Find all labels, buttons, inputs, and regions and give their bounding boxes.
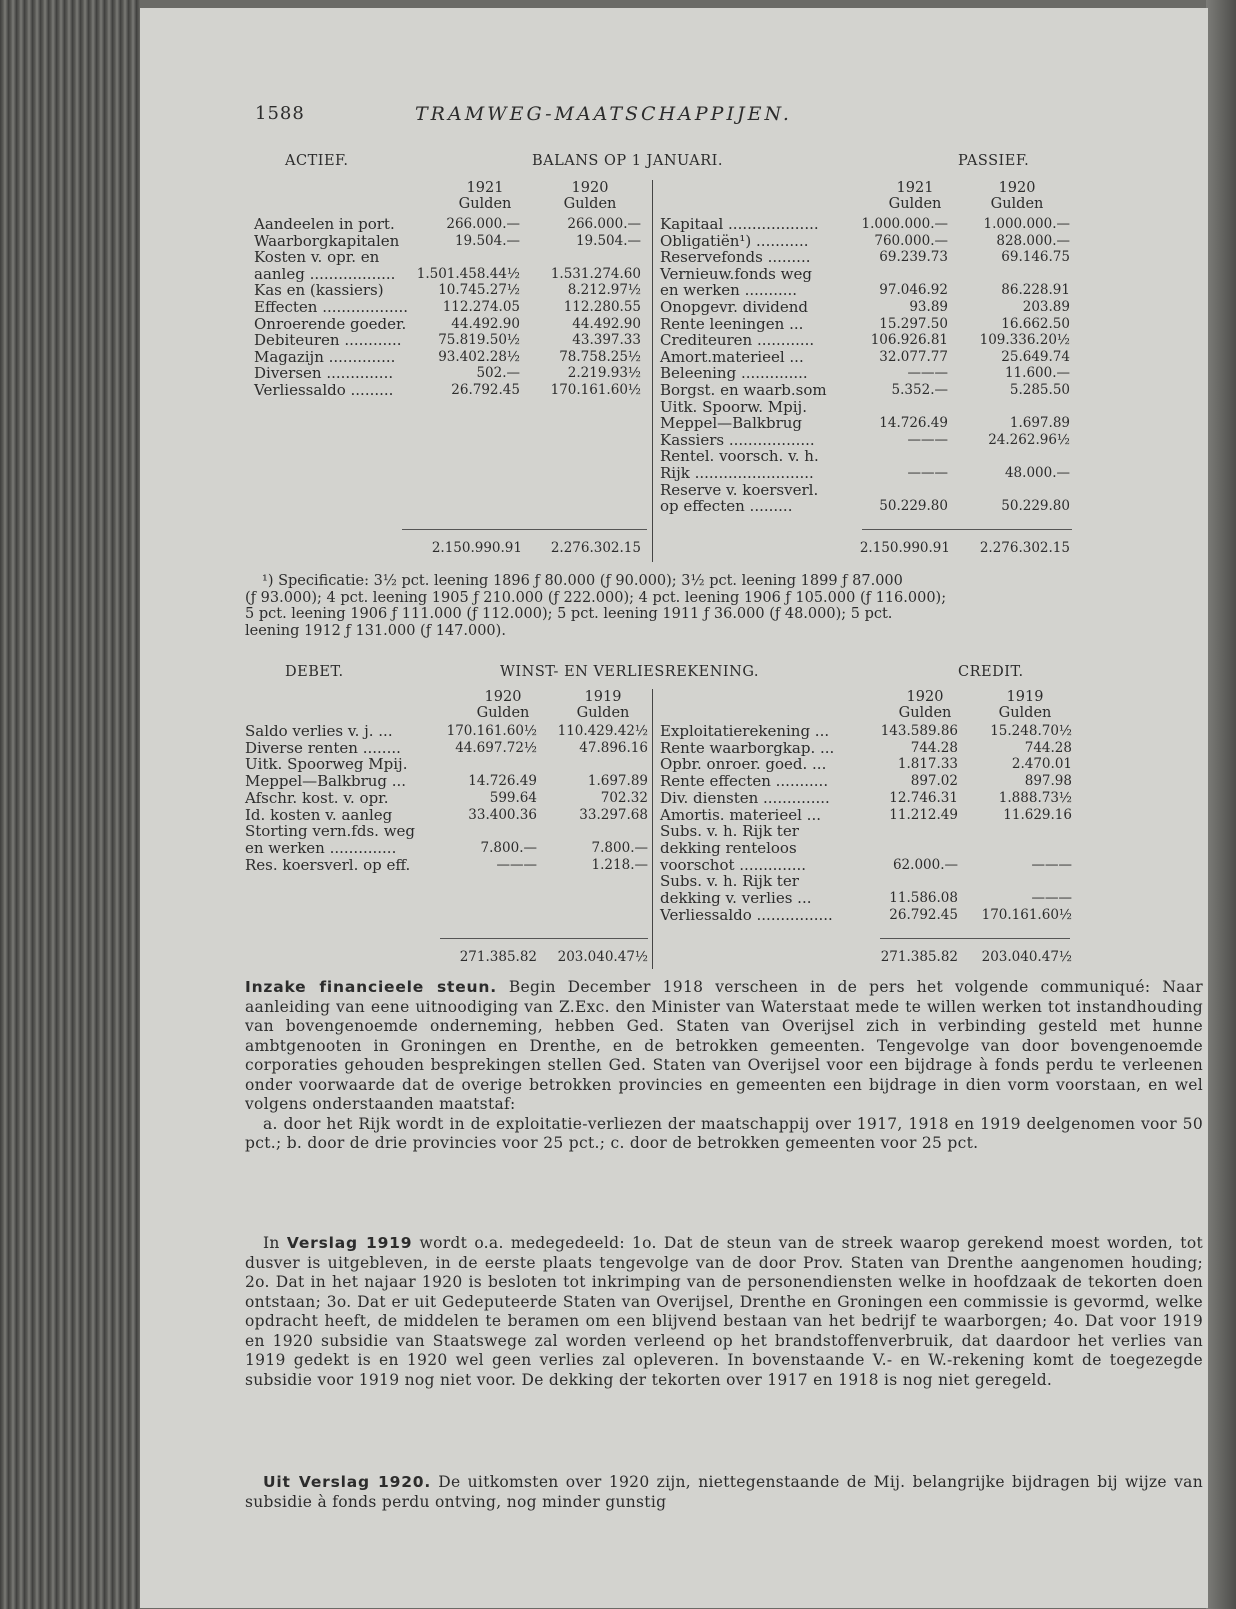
passief-row-value-v1921: ———: [907, 431, 948, 448]
passief-row-label: Rijk .........................: [660, 464, 814, 482]
winst-title: WINST- EN VERLIESREKENING.: [500, 664, 759, 680]
text-verslag-1919: wordt o.a. medegedeeld: 1o. Dat de steun van de streek waarop gerekend moest worden, tot dusver is uitgebleven, in de eerste plaats tengevolge van de door Prov. Staten van Drenthe aangenomen houding; 2o. Dat in het najaar 1920 is besloten tot inkrimping van de personendiensten welke in hoofdzaak de tekorten doen ontstaan; 3o. Dat er uit Gedeputeerde Staten van Overijsel, Drenthe en Groningen een commissie is gevormd, welke opdracht heeft, de middelen te beramen om een blijvend bestaan van het bedrijf te waarborgen; 4o. Dat voor 1919 en 1920 subsidie van Staatswege zal worden verleend op het brandstoffenverbruik, dat daardoor het verlies van 1919 gedekt is en 1920 wel geen verlies zal opleveren. In bovenstaande V.- en W.-rekening komt de toegezegde subsidie voor 1919 nog niet voor. De dekking der tekorten over 1917 en 1918 is nog niet geregeld.: [245, 1234, 1203, 1389]
passief-row-label: op effecten .........: [660, 497, 793, 516]
credit-row-label: Subs. v. h. Rijk ter: [660, 872, 799, 891]
actief-row-label: Onroerende goeder.: [254, 314, 407, 333]
passief-total-1920: 2.276.302.15: [979, 540, 1070, 556]
passief-row-value-v1921: 97.046.92: [879, 282, 948, 299]
actief-row-value-v1921: 93.402.28½: [438, 348, 520, 365]
credit-row-label: voorschot ..............: [660, 855, 807, 874]
credit-total-1919: 203.040.47½: [981, 949, 1072, 965]
credit-year-2: 1919: [1006, 689, 1044, 705]
actief-row-value-v1920: 2.219.93½: [567, 365, 641, 382]
passief-year-1: 1921: [896, 180, 934, 196]
actief-row-value-v1920: 1.531.274.60: [550, 265, 641, 282]
actief-row-label: Waarborgkapitalen: [254, 231, 400, 250]
credit-row-label: Subs. v. h. Rijk ter: [660, 822, 799, 841]
text-financieele-steun: Begin December 1918 verscheen in de pers het volgende communiqué: Naar aanleiding van eene uitnoodiging van Z.Exc. den Minister van Waterstaat mede te willen werken tot instandhouding van bovengenoemde onderneming, hebben Ged. Staten van Overijsel zich in verbinding gesteld met hunne ambtgenooten in Groningen en Drenthe, en de betrokken gemeenten. Tengevolge van door bovengenoemde corporaties gehouden besprekingen stellen Ged. Staten van Overijsel voor een bijdrage à fonds perdu te verleenen onder voorwaarde dat de overige betrokken provincies en gemeenten een bijdrage in dien vorm voorstaan, en wel volgens onderstaanden maatstaf:: [245, 978, 1203, 1113]
debet-row-label: Saldo verlies v. j. ...: [245, 722, 393, 740]
paragraph-verslag-1919: [245, 1234, 1203, 1390]
debet-row-label: Diverse renten ........: [245, 738, 401, 757]
actief-row-label: Debiteuren ............: [254, 331, 402, 350]
actief-total-1921: 2.150.990.91: [431, 540, 522, 556]
credit-row-label: Exploitatierekening ...: [660, 722, 830, 740]
balans-divider: [652, 180, 653, 562]
debet-heading: DEBET.: [285, 664, 344, 680]
debet-row-label: Afschr. kost. v. opr.: [245, 788, 389, 807]
credit-row-label: Verliessaldo ................: [660, 905, 833, 924]
debet-row-label: Storting vern.fds. weg: [245, 822, 416, 841]
credit-row-value-v1920: 744.28: [910, 739, 958, 756]
actief-row-value-v1921: 112.274.05: [442, 299, 520, 315]
actief-year-2: 1920: [571, 180, 609, 196]
actief-row-label: Kas en (kassiers): [254, 281, 384, 300]
passief-row-label: Reservefonds .........: [660, 248, 811, 267]
credit-row-value-v1919: 2.470.01: [1011, 756, 1072, 773]
credit-row-value-v1919: 1.888.73½: [998, 789, 1072, 806]
credit-row-value-v1919: ———: [1031, 856, 1072, 873]
passief-row-value-v1920: 86.228.91: [1001, 282, 1070, 299]
passief-row-value-v1921: 1.000.000.—: [861, 216, 948, 232]
actief-row-label: Verliessaldo .........: [254, 381, 394, 399]
credit-total-rule: [880, 938, 1070, 939]
debet-row-value-v1920: 599.64: [489, 789, 537, 806]
debet-year-1: 1920: [484, 689, 522, 705]
actief-row-value-v1921: 502.—: [476, 365, 520, 382]
passief-unit-1: Gulden: [888, 196, 942, 212]
actief-row-label: Magazijn ..............: [254, 347, 396, 366]
actief-unit-2: Gulden: [563, 196, 617, 212]
passief-row-label: Onopgevr. dividend: [660, 298, 809, 316]
passief-row-value-v1920: 1.000.000.—: [983, 216, 1070, 232]
winst-divider: [652, 689, 653, 969]
credit-row-value-v1919: 15.248.70½: [990, 723, 1072, 739]
credit-row-value-v1920: 12.746.31: [889, 789, 958, 806]
credit-row-value-v1919: 11.629.16: [1003, 806, 1072, 823]
credit-row-label: dekking renteloos: [660, 838, 797, 857]
running-title: TRAMWEG-MAATSCHAPPIJEN.: [415, 103, 792, 125]
passief-row-value-v1921: ———: [907, 465, 948, 481]
passief-row-value-v1921: 106.926.81: [870, 332, 948, 349]
credit-row-value-v1919: 897.98: [1024, 773, 1072, 790]
actief-row-value-v1921: 1.501.458.44½: [416, 265, 520, 282]
debet-row-value-v1920: 170.161.60½: [446, 723, 537, 739]
passief-row-value-v1920: 24.262.96½: [988, 431, 1070, 448]
credit-row-label: Div. diensten ..............: [660, 788, 830, 807]
actief-row-label: Kosten v. opr. en: [254, 248, 380, 267]
passief-row-value-v1921: 15.297.50: [879, 315, 948, 332]
page-number: 1588: [255, 103, 305, 124]
passief-row-label: Rente leeningen ...: [660, 314, 804, 333]
credit-row-value-v1919: 170.161.60½: [981, 906, 1072, 923]
actief-row-value-v1920: 170.161.60½: [550, 382, 641, 398]
actief-row-value-v1920: 19.504.—: [575, 232, 641, 249]
actief-row-label: aanleg ..................: [254, 264, 396, 283]
footnote-line: (ƒ 93.000); 4 pct. leening 1905 ƒ 210.000 (ƒ 222.000); 4 pct. leening 1906 ƒ 105.000 (ƒ 116.000);: [245, 589, 947, 606]
credit-heading: CREDIT.: [958, 664, 1024, 680]
credit-row-label: Rente waarborgkap. ...: [660, 738, 835, 757]
passief-row-label: Amort.materieel ...: [660, 347, 804, 366]
passief-row-value-v1921: 50.229.80: [879, 498, 948, 515]
debet-year-2: 1919: [584, 689, 622, 705]
actief-row-value-v1920: 43.397.33: [572, 332, 641, 349]
passief-row-value-v1921: ———: [907, 365, 948, 382]
actief-row-value-v1920: 8.212.97½: [567, 282, 641, 299]
credit-row-value-v1920: 11.586.08: [889, 890, 958, 906]
credit-row-value-v1919: ———: [1031, 890, 1072, 906]
debet-total-1919: 203.040.47½: [557, 949, 648, 965]
actief-row-label: Effecten ..................: [254, 298, 409, 316]
credit-row-value-v1920: 26.792.45: [889, 906, 958, 923]
passief-unit-2: Gulden: [990, 196, 1044, 212]
book-page: [140, 8, 1208, 1608]
passief-year-2: 1920: [998, 180, 1036, 196]
credit-unit-1: Gulden: [898, 705, 952, 721]
credit-row-value-v1920: 1.817.33: [897, 756, 958, 773]
credit-row-value-v1920: 143.589.86: [880, 723, 958, 739]
passief-row-value-v1921: 93.89: [909, 299, 948, 315]
passief-row-label: Borgst. en waarb.som: [660, 381, 827, 399]
passief-row-value-v1921: 32.077.77: [879, 348, 948, 365]
debet-row-label: Uitk. Spoorweg Mpij.: [245, 755, 408, 774]
actief-row-value-v1920: 266.000.—: [567, 216, 641, 232]
passief-row-label: Beleening ..............: [660, 364, 808, 383]
passief-row-label: Kapitaal ...................: [660, 215, 819, 233]
debet-row-value-v1919: 702.32: [600, 789, 648, 806]
passief-row-value-v1920: 48.000.—: [1004, 465, 1070, 481]
passief-row-value-v1920: 50.229.80: [1001, 498, 1070, 515]
debet-unit-1: Gulden: [476, 705, 530, 721]
actief-row-value-v1921: 75.819.50½: [438, 332, 520, 349]
passief-row-value-v1920: 109.336.20½: [979, 332, 1070, 349]
text-in-prefix: In: [263, 1234, 287, 1252]
debet-row-label: Meppel—Balkbrug ...: [245, 772, 407, 791]
actief-total-rule: [402, 529, 647, 530]
credit-total-1920: 271.385.82: [880, 949, 958, 965]
actief-row-label: Aandeelen in port.: [254, 215, 395, 233]
footnote-line: 5 pct. leening 1906 ƒ 111.000 (ƒ 112.000); 5 pct. leening 1911 ƒ 36.000 (ƒ 48.000); 5 pct.: [245, 606, 893, 622]
passief-row-value-v1920: 1.697.89: [1009, 415, 1070, 432]
passief-row-value-v1921: 69.239.73: [879, 249, 948, 266]
actief-row-value-v1920: 44.492.90: [572, 315, 641, 332]
debet-row-value-v1920: ———: [496, 856, 537, 873]
actief-row-label: Diversen ..............: [254, 364, 394, 383]
credit-year-1: 1920: [906, 689, 944, 705]
credit-row-label: dekking v. verlies ...: [660, 889, 812, 907]
credit-row-label: Rente effecten ...........: [660, 772, 829, 791]
passief-row-value-v1920: 69.146.75: [1001, 249, 1070, 266]
heading-verslag-1920: Uit Verslag 1920.: [263, 1473, 432, 1491]
passief-row-value-v1920: 5.285.50: [1009, 382, 1070, 398]
heading-financieele-steun: Inzake financieele steun.: [245, 978, 497, 996]
actief-total-1920: 2.276.302.15: [550, 540, 641, 556]
debet-row-value-v1919: 1.218.—: [591, 856, 648, 873]
passief-total-rule: [862, 529, 1072, 530]
actief-row-value-v1921: 19.504.—: [454, 232, 520, 249]
paragraph-verslag-1920: [245, 1473, 1203, 1512]
actief-heading: ACTIEF.: [285, 153, 349, 169]
debet-row-value-v1919: 33.297.68: [579, 806, 648, 823]
debet-row-value-v1919: 7.800.—: [591, 839, 648, 856]
debet-total-1920: 271.385.82: [459, 949, 537, 965]
footnote-line: leening 1912 ƒ 131.000 (ƒ 147.000).: [245, 622, 506, 639]
actief-row-value-v1920: 112.280.55: [563, 299, 641, 315]
passief-row-value-v1920: 16.662.50: [1001, 315, 1070, 332]
passief-heading: PASSIEF.: [958, 153, 1030, 169]
passief-row-value-v1921: 760.000.—: [874, 232, 948, 249]
passief-row-value-v1921: 14.726.49: [879, 415, 948, 432]
debet-row-label: Id. kosten v. aanleg: [245, 805, 393, 824]
credit-row-value-v1919: 744.28: [1024, 739, 1072, 756]
passief-row-label: Obligatiën¹) ...........: [660, 231, 809, 250]
credit-row-label: Amortis. materieel ...: [660, 805, 821, 824]
actief-row-value-v1921: 44.492.90: [451, 315, 520, 332]
credit-unit-2: Gulden: [998, 705, 1052, 721]
book-edge: [1206, 0, 1236, 1609]
running-header: [255, 103, 1015, 129]
paragraph-financieele-steun: [245, 978, 1203, 1154]
passief-row-value-v1920: 828.000.—: [996, 232, 1070, 249]
debet-row-value-v1920: 7.800.—: [480, 839, 537, 856]
debet-row-value-v1920: 14.726.49: [468, 773, 537, 790]
passief-row-label: Reserve v. koersverl.: [660, 480, 819, 499]
passief-row-value-v1921: 5.352.—: [891, 382, 948, 398]
passief-row-label: Meppel—Balkbrug: [660, 414, 803, 433]
actief-row-value-v1920: 78.758.25½: [559, 348, 641, 365]
credit-row-value-v1920: 897.02: [910, 773, 958, 790]
passief-row-label: Rentel. voorsch. v. h.: [660, 447, 819, 466]
credit-row-value-v1920: 11.212.49: [889, 806, 958, 823]
passief-row-value-v1920: 11.600.—: [1004, 365, 1070, 382]
actief-row-value-v1921: 10.745.27½: [438, 282, 520, 299]
actief-row-value-v1921: 26.792.45: [451, 382, 520, 398]
passief-row-label: Vernieuw.fonds weg: [660, 264, 812, 283]
debet-row-value-v1919: 47.896.16: [579, 739, 648, 756]
passief-row-label: en werken ...........: [660, 281, 798, 300]
actief-year-1: 1921: [466, 180, 504, 196]
passief-row-label: Uitk. Spoorw. Mpij.: [660, 397, 807, 416]
debet-row-value-v1919: 110.429.42½: [557, 723, 648, 739]
text-verslag-1920: De uitkomsten over 1920 zijn, niettegenstaande de Mij. belangrijke bijdragen bij wijze van subsidie à fonds perdu ontving, nog minder gunstig: [245, 1473, 1203, 1511]
debet-total-rule: [440, 938, 648, 939]
passief-row-label: Kassiers ..................: [660, 430, 815, 449]
actief-unit-1: Gulden: [458, 196, 512, 212]
balans-title: BALANS OP 1 JANUARI.: [532, 153, 724, 169]
passief-row-value-v1920: 203.89: [1022, 299, 1070, 315]
credit-row-label: Opbr. onroer. goed. ...: [660, 755, 827, 774]
book-binding: [0, 0, 140, 1609]
passief-row-value-v1920: 25.649.74: [1001, 348, 1070, 365]
debet-row-value-v1920: 44.697.72½: [455, 739, 537, 756]
debet-unit-2: Gulden: [576, 705, 630, 721]
credit-row-value-v1920: 62.000.—: [892, 856, 958, 873]
heading-verslag-1919: Verslag 1919: [286, 1234, 413, 1252]
text-maatstaf-list: a. door het Rijk wordt in de exploitatie-verliezen der maatschappij over 1917, 1918 en 1919 deelgenomen voor 50 pct.; b. door de drie provincies voor 25 pct.; c. door de betrokken gemeenten voor 25 pct.: [245, 1114, 1203, 1152]
debet-row-label: Res. koersverl. op eff.: [245, 855, 411, 874]
debet-row-value-v1919: 1.697.89: [587, 773, 648, 790]
passief-row-label: Crediteuren ............: [660, 331, 815, 350]
footnote-line: ¹) Specificatie: 3½ pct. leening 1896 ƒ 80.000 (ƒ 90.000); 3½ pct. leening 1899 ƒ 87.000: [262, 573, 903, 589]
debet-row-value-v1920: 33.400.36: [468, 806, 537, 823]
passief-total-1921: 2.150.990.91: [859, 540, 950, 556]
debet-row-label: en werken ..............: [245, 838, 397, 857]
actief-row-value-v1921: 266.000.—: [446, 216, 520, 232]
